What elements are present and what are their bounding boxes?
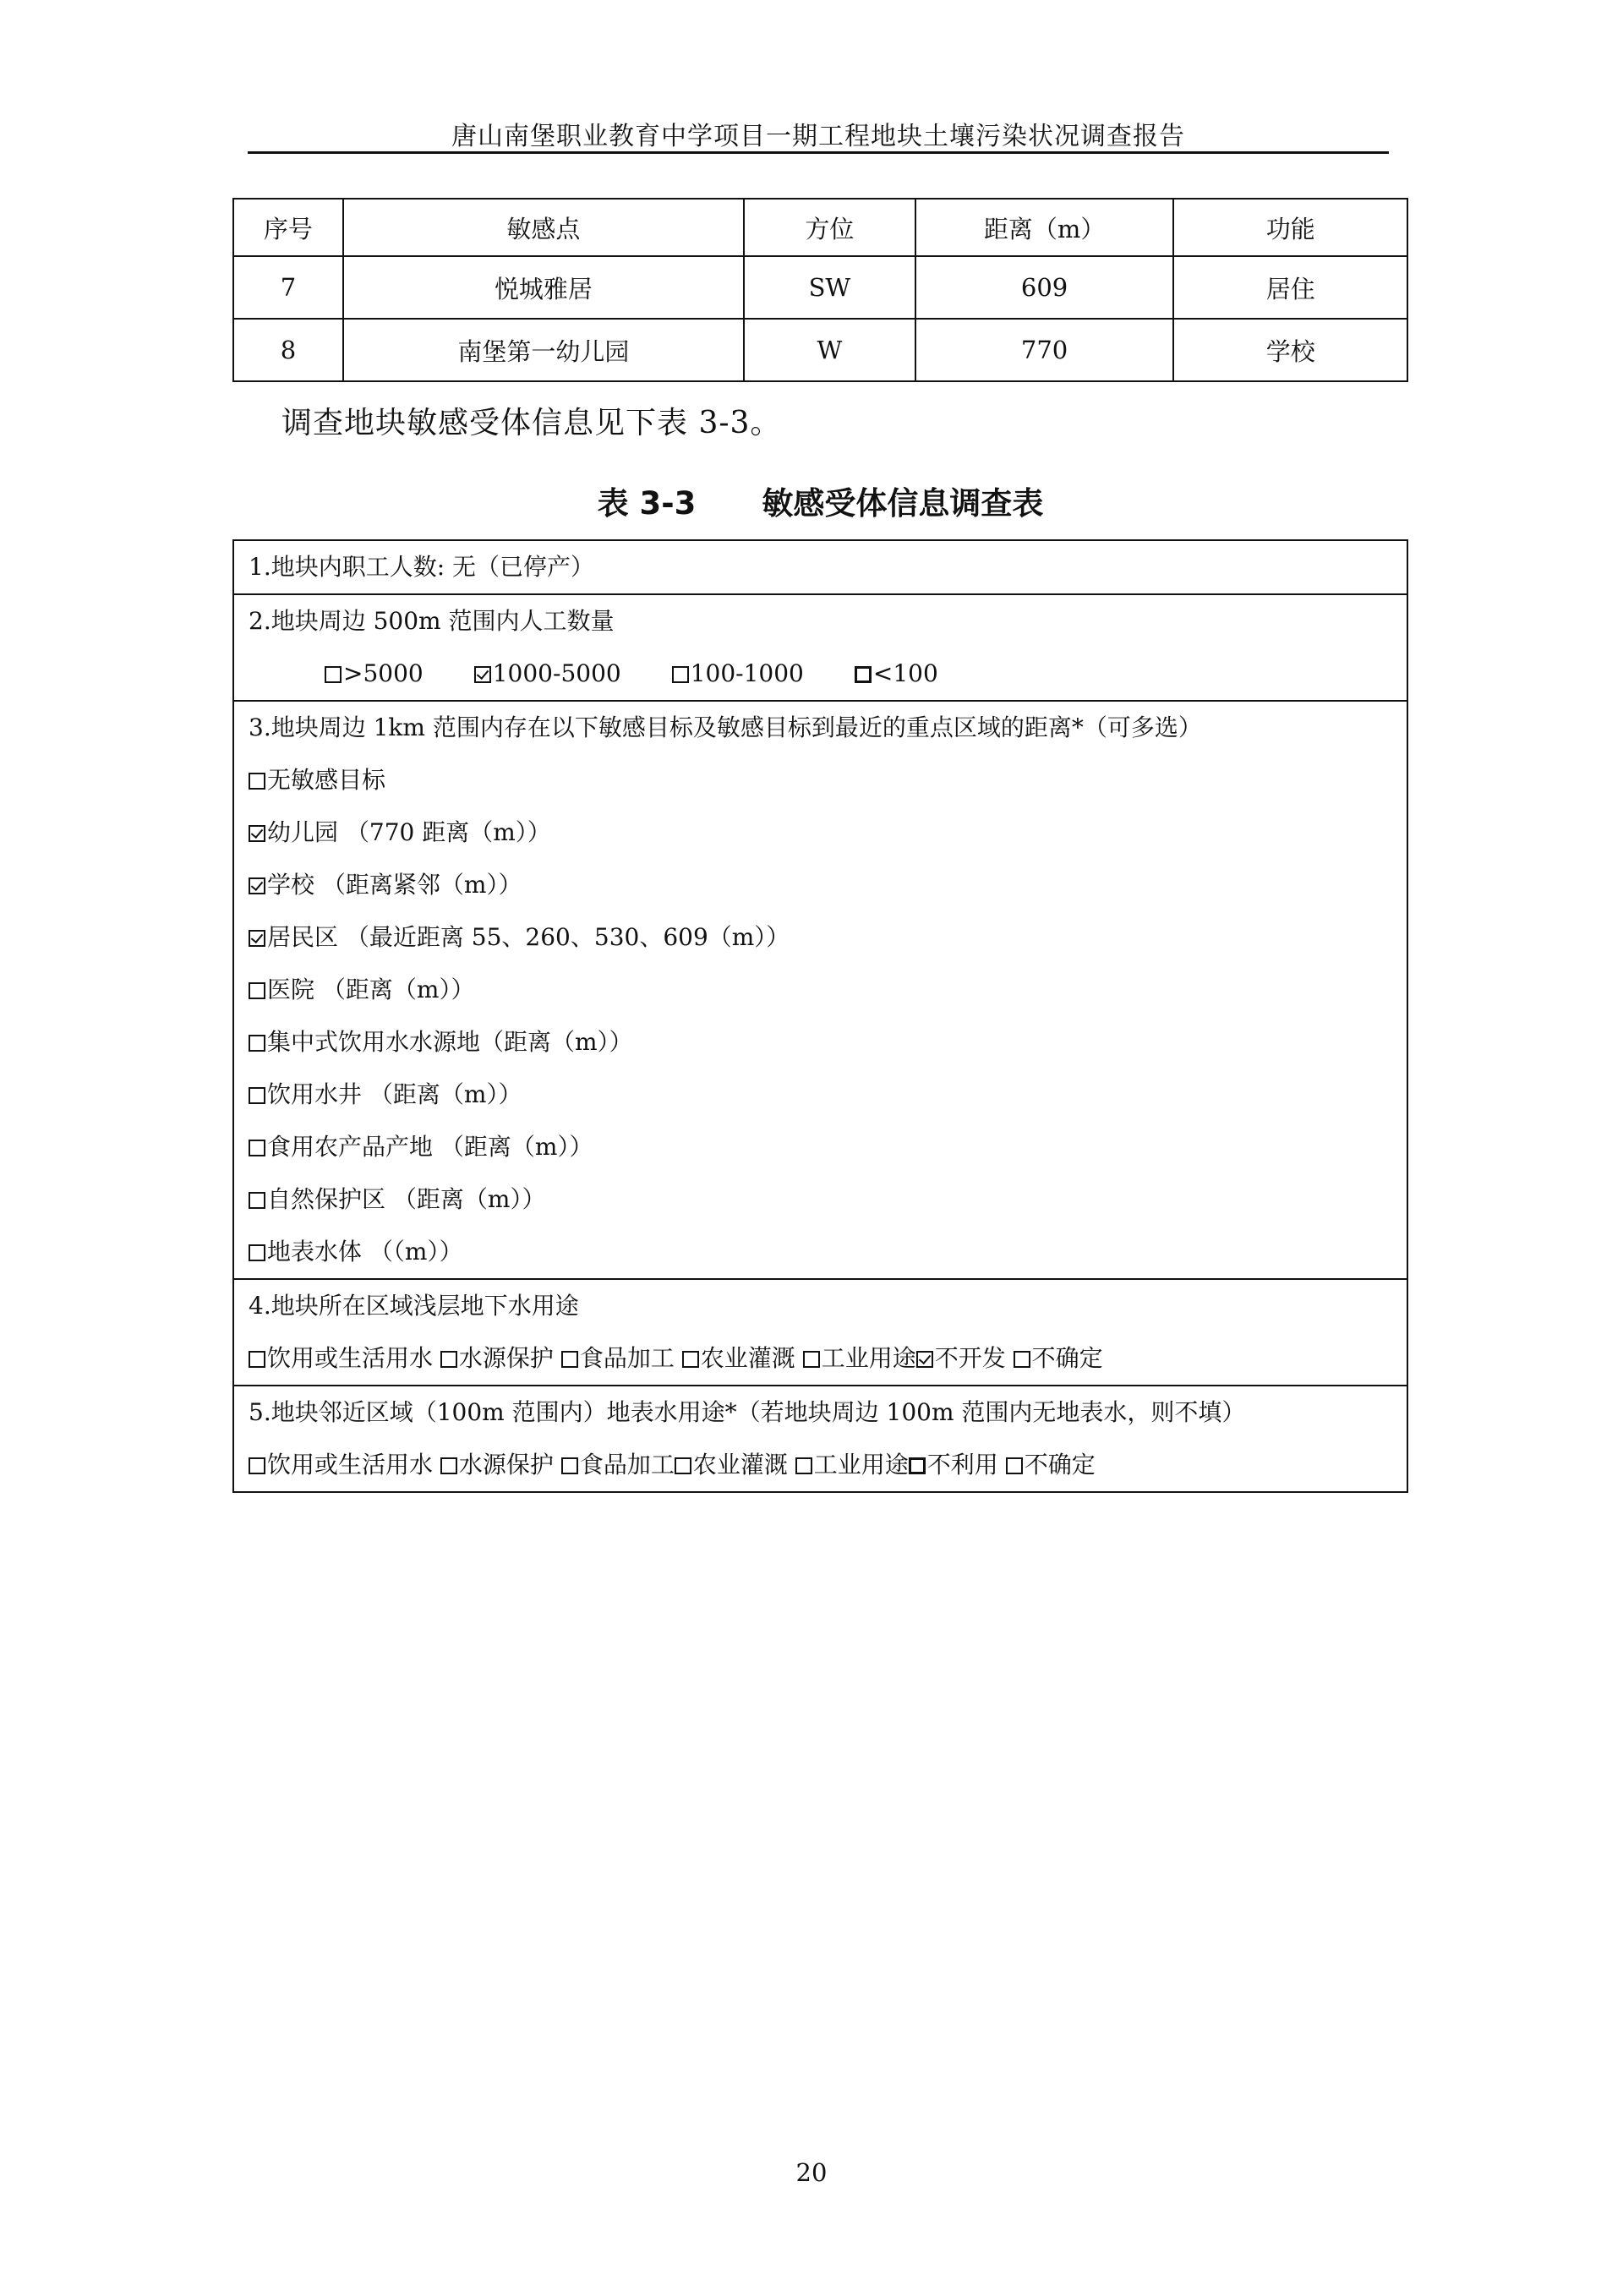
q3-title: 3.地块周边 1km 范围内存在以下敏感目标及敏感目标到最近的重点区域的距离*（可多选） [249, 713, 1202, 741]
checkbox[interactable] [249, 773, 265, 790]
table-cell: 南堡第一幼儿园 [343, 319, 744, 381]
option-label: >5000 [343, 659, 424, 687]
q3-item[interactable] [234, 1226, 1407, 1278]
q3-item[interactable] [234, 859, 1407, 911]
table-cell: 8 [233, 319, 343, 381]
option[interactable] [916, 1332, 1006, 1385]
option-label: 水源保护 [458, 1451, 554, 1479]
checkbox[interactable] [249, 825, 265, 842]
option[interactable] [672, 648, 804, 700]
option[interactable] [440, 1439, 554, 1491]
item-label: 地表水体 （（m）） [267, 1238, 463, 1266]
option[interactable] [561, 1332, 675, 1385]
item-label: 幼儿园 （770 距离（m）） [267, 818, 551, 846]
option-label: 工业用途 [813, 1451, 909, 1479]
column-header: 序号 [233, 199, 343, 256]
column-header: 功能 [1173, 199, 1407, 256]
item-label: 食用农产品产地 （距离（m）） [267, 1133, 593, 1161]
option[interactable] [795, 1439, 909, 1491]
checkbox[interactable] [474, 666, 491, 683]
document-header-title: 唐山南堡职业教育中学项目一期工程地块土壤污染状况调查报告 [451, 122, 1185, 151]
option[interactable] [682, 1332, 795, 1385]
option-label: 不开发 [934, 1344, 1006, 1372]
option-label: 饮用或生活用水 [267, 1451, 434, 1479]
q2-title: 2.地块周边 500m 范围内人工数量 [249, 607, 615, 635]
q3-item[interactable] [234, 911, 1407, 964]
table-cell: 609 [915, 256, 1174, 319]
checkbox[interactable] [249, 1244, 265, 1261]
q4-title: 4.地块所在区域浅层地下水用途 [249, 1292, 579, 1320]
q1-text: 1.地块内职工人数: 无（已停产） [249, 553, 595, 581]
option-label: 食品加工 [579, 1451, 675, 1479]
option-label: 饮用或生活用水 [267, 1344, 434, 1372]
option[interactable] [803, 1332, 916, 1385]
option-label: 100-1000 [690, 659, 804, 687]
item-label: 饮用水井 （距离（m）） [267, 1080, 522, 1108]
option[interactable] [440, 1332, 554, 1385]
checkbox[interactable] [249, 1140, 265, 1156]
option-label: 工业用途 [821, 1344, 916, 1372]
caption-title: 敏感受体信息调查表 [762, 485, 1044, 522]
table-cell: 居住 [1173, 256, 1407, 319]
column-header: 敏感点 [343, 199, 744, 256]
q5-options [234, 1439, 1407, 1491]
option[interactable] [474, 648, 621, 700]
table-row [233, 256, 1407, 319]
column-header: 距离（m） [915, 199, 1174, 256]
checkbox[interactable] [249, 1035, 265, 1052]
checkbox[interactable] [682, 1351, 699, 1368]
option[interactable] [249, 1332, 433, 1385]
option-label: 农业灌溉 [700, 1344, 795, 1372]
q3-item[interactable] [234, 1121, 1407, 1173]
option-label: 不利用 [926, 1451, 998, 1479]
page-number: 20 [795, 2158, 828, 2187]
survey-section-4 [234, 1278, 1407, 1385]
checkbox[interactable] [675, 1457, 691, 1474]
table-cell: 学校 [1173, 319, 1407, 381]
checkbox[interactable] [249, 1087, 265, 1104]
intro-paragraph: 调查地块敏感受体信息见下表 3-3。 [281, 406, 782, 440]
checkbox[interactable] [803, 1351, 820, 1368]
header-rule [248, 151, 1389, 154]
q3-item[interactable] [234, 806, 1407, 859]
option[interactable] [249, 1439, 433, 1491]
option[interactable] [1006, 1439, 1096, 1491]
q5-title: 5.地块邻近区域（100m 范围内）地表水用途*（若地块周边 100m 范围内无地表水，则不填） [249, 1398, 1246, 1426]
q3-item[interactable] [234, 1173, 1407, 1226]
sensitive-points-table [232, 198, 1408, 382]
q4-options [234, 1332, 1407, 1385]
checkbox[interactable] [249, 1457, 265, 1474]
item-label: 自然保护区 （距离（m）） [267, 1185, 546, 1213]
caption-number: 表 3-3 [597, 485, 697, 522]
column-header: 方位 [744, 199, 915, 256]
item-label: 集中式饮用水水源地（距离（m）） [267, 1028, 633, 1056]
checkbox[interactable] [249, 930, 265, 947]
checkbox[interactable] [672, 666, 689, 683]
checkbox[interactable] [561, 1457, 578, 1474]
q3-item[interactable] [234, 1016, 1407, 1069]
option[interactable] [561, 1439, 675, 1491]
survey-section-2 [234, 593, 1407, 700]
checkbox[interactable] [440, 1351, 457, 1368]
item-label: 医院 （距离（m）） [267, 976, 475, 1003]
q3-item[interactable] [234, 1069, 1407, 1121]
survey-form [232, 539, 1408, 1493]
survey-section-3 [234, 700, 1407, 1278]
checkbox[interactable] [561, 1351, 578, 1368]
checkbox[interactable] [440, 1457, 457, 1474]
table-cell: 770 [915, 319, 1174, 381]
option-label: 不确定 [1024, 1451, 1096, 1479]
option[interactable] [325, 648, 424, 700]
option-label: 食品加工 [579, 1344, 675, 1372]
checkbox[interactable] [909, 1457, 926, 1474]
survey-section-5 [234, 1385, 1407, 1491]
item-label: 学校 （距离紧邻（m）） [267, 871, 522, 899]
table-row [233, 319, 1407, 381]
table-cell: 悦城雅居 [343, 256, 744, 319]
table-cell: 7 [233, 256, 343, 319]
option-label: 水源保护 [458, 1344, 554, 1372]
checkbox[interactable] [325, 666, 342, 683]
q3-item[interactable] [234, 754, 1407, 806]
option-label: 1000-5000 [492, 659, 621, 687]
table-cell: SW [744, 256, 915, 319]
option-label: <100 [872, 659, 938, 687]
option[interactable] [855, 648, 938, 700]
table-caption [232, 478, 1408, 523]
option[interactable] [909, 1439, 998, 1491]
survey-section-1 [234, 541, 1407, 593]
checkbox[interactable] [249, 877, 265, 894]
checkbox[interactable] [795, 1457, 812, 1474]
checkbox[interactable] [249, 1192, 265, 1209]
q3-item[interactable] [234, 964, 1407, 1016]
option[interactable] [675, 1439, 788, 1491]
checkbox[interactable] [855, 666, 872, 683]
item-label: 无敏感目标 [267, 766, 386, 794]
option[interactable] [1014, 1332, 1103, 1385]
option-label: 不确定 [1031, 1344, 1103, 1372]
checkbox[interactable] [916, 1351, 933, 1368]
checkbox[interactable] [1014, 1351, 1030, 1368]
table-header-row [233, 199, 1407, 256]
checkbox[interactable] [1006, 1457, 1023, 1474]
table-cell: W [744, 319, 915, 381]
option-label: 农业灌溉 [692, 1451, 788, 1479]
q2-options [234, 648, 1407, 700]
checkbox[interactable] [249, 982, 265, 999]
checkbox[interactable] [249, 1351, 265, 1368]
item-label: 居民区 （最近距离 55、260、530、609（m）） [267, 923, 790, 951]
